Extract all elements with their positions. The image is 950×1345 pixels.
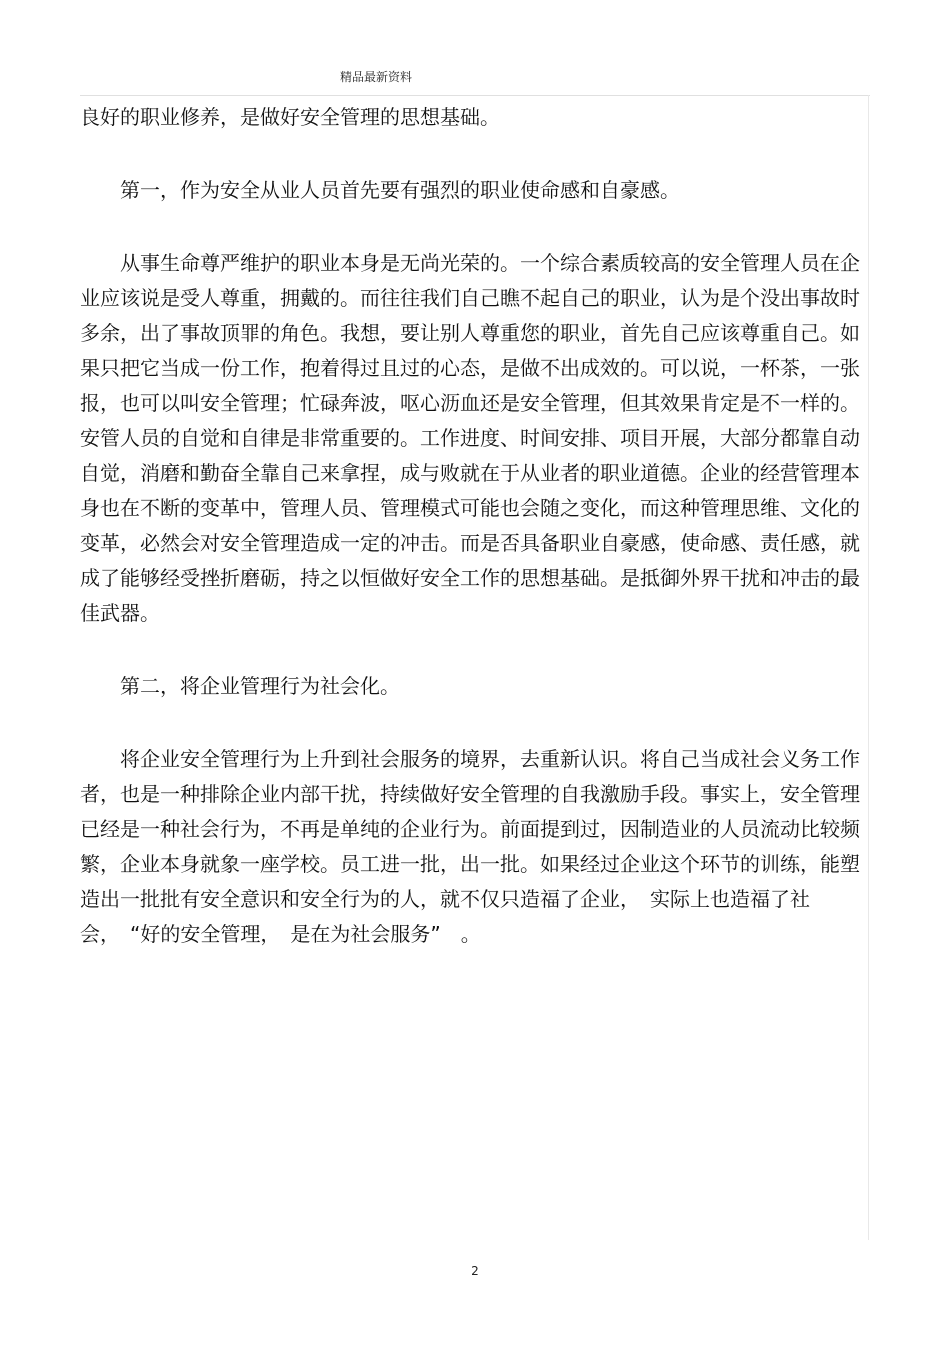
paragraph-professional-pride: 从事生命尊严维护的职业本身是无尚光荣的。一个综合素质较高的安全管理人员在企业应该说是受人尊重，拥戴的。而往往我们自己瞧不起自己的职业，认为是个没出事故时多余，出了事故顶罪的角色。我想，要让别人尊重您的职业，首先自己应该尊重自己。如果只把它当成一份工作，抱着得过且过的心态，是做不出成效的。可以说，一杯茶，一张报，也可以叫安全管理；忙碌奔波，呕心沥血还是安全管理，但其效果肯定是不一样的。安管人员的自觉和自律是非常重要的。工作进度、时间安排、项目开展，大部分都靠自动自觉，消磨和勤奋全靠自己来拿捏，成与败就在于从业者的职业道德。企业的经营管理本身也在不断的变革中，管理人员、管理模式可能也会随之变化，而这种管理思维、文化的变革，必然会对安全管理造成一定的冲击。而是否具备职业自豪感，使命感、责任感，就成了能够经受挫折磨砺，持之以恒做好安全工作的思想基础。是抵御外界干扰和冲击的最佳武器。: [80, 251, 860, 625]
header-rule: [80, 95, 870, 96]
page-number: 2: [471, 1264, 479, 1278]
paragraph-continuation: 良好的职业修养，是做好安全管理的思想基础。: [80, 105, 500, 129]
paragraph-social-service: 将企业安全管理行为上升到社会服务的境界，去重新认识。将自己当成社会义务工作者，也是一种排除企业内部干扰，持续做好安全管理的自我激励手段。事实上，安全管理已经是一种社会行为，不再是单纯的企业行为。前面提到过，因制造业的人员流动比较频繁，企业本身就象一座学校。员工进一批，出一批。如果经过企业这个环节的训练，能塑造出一批批有安全意识和安全行为的人，就不仅只造福了企业， 实际上也造福了社会， “好的安全管理， 是在为社会服务” 。: [80, 747, 860, 946]
document-body: [80, 100, 865, 952]
paragraph-heading-second: 第二，将企业管理行为社会化。: [120, 674, 400, 698]
page-edge-rule: [868, 95, 869, 1240]
page-header: 精品最新资料: [340, 70, 413, 84]
paragraph-heading-first: 第一，作为安全从业人员首先要有强烈的职业使命感和自豪感。: [120, 178, 680, 202]
